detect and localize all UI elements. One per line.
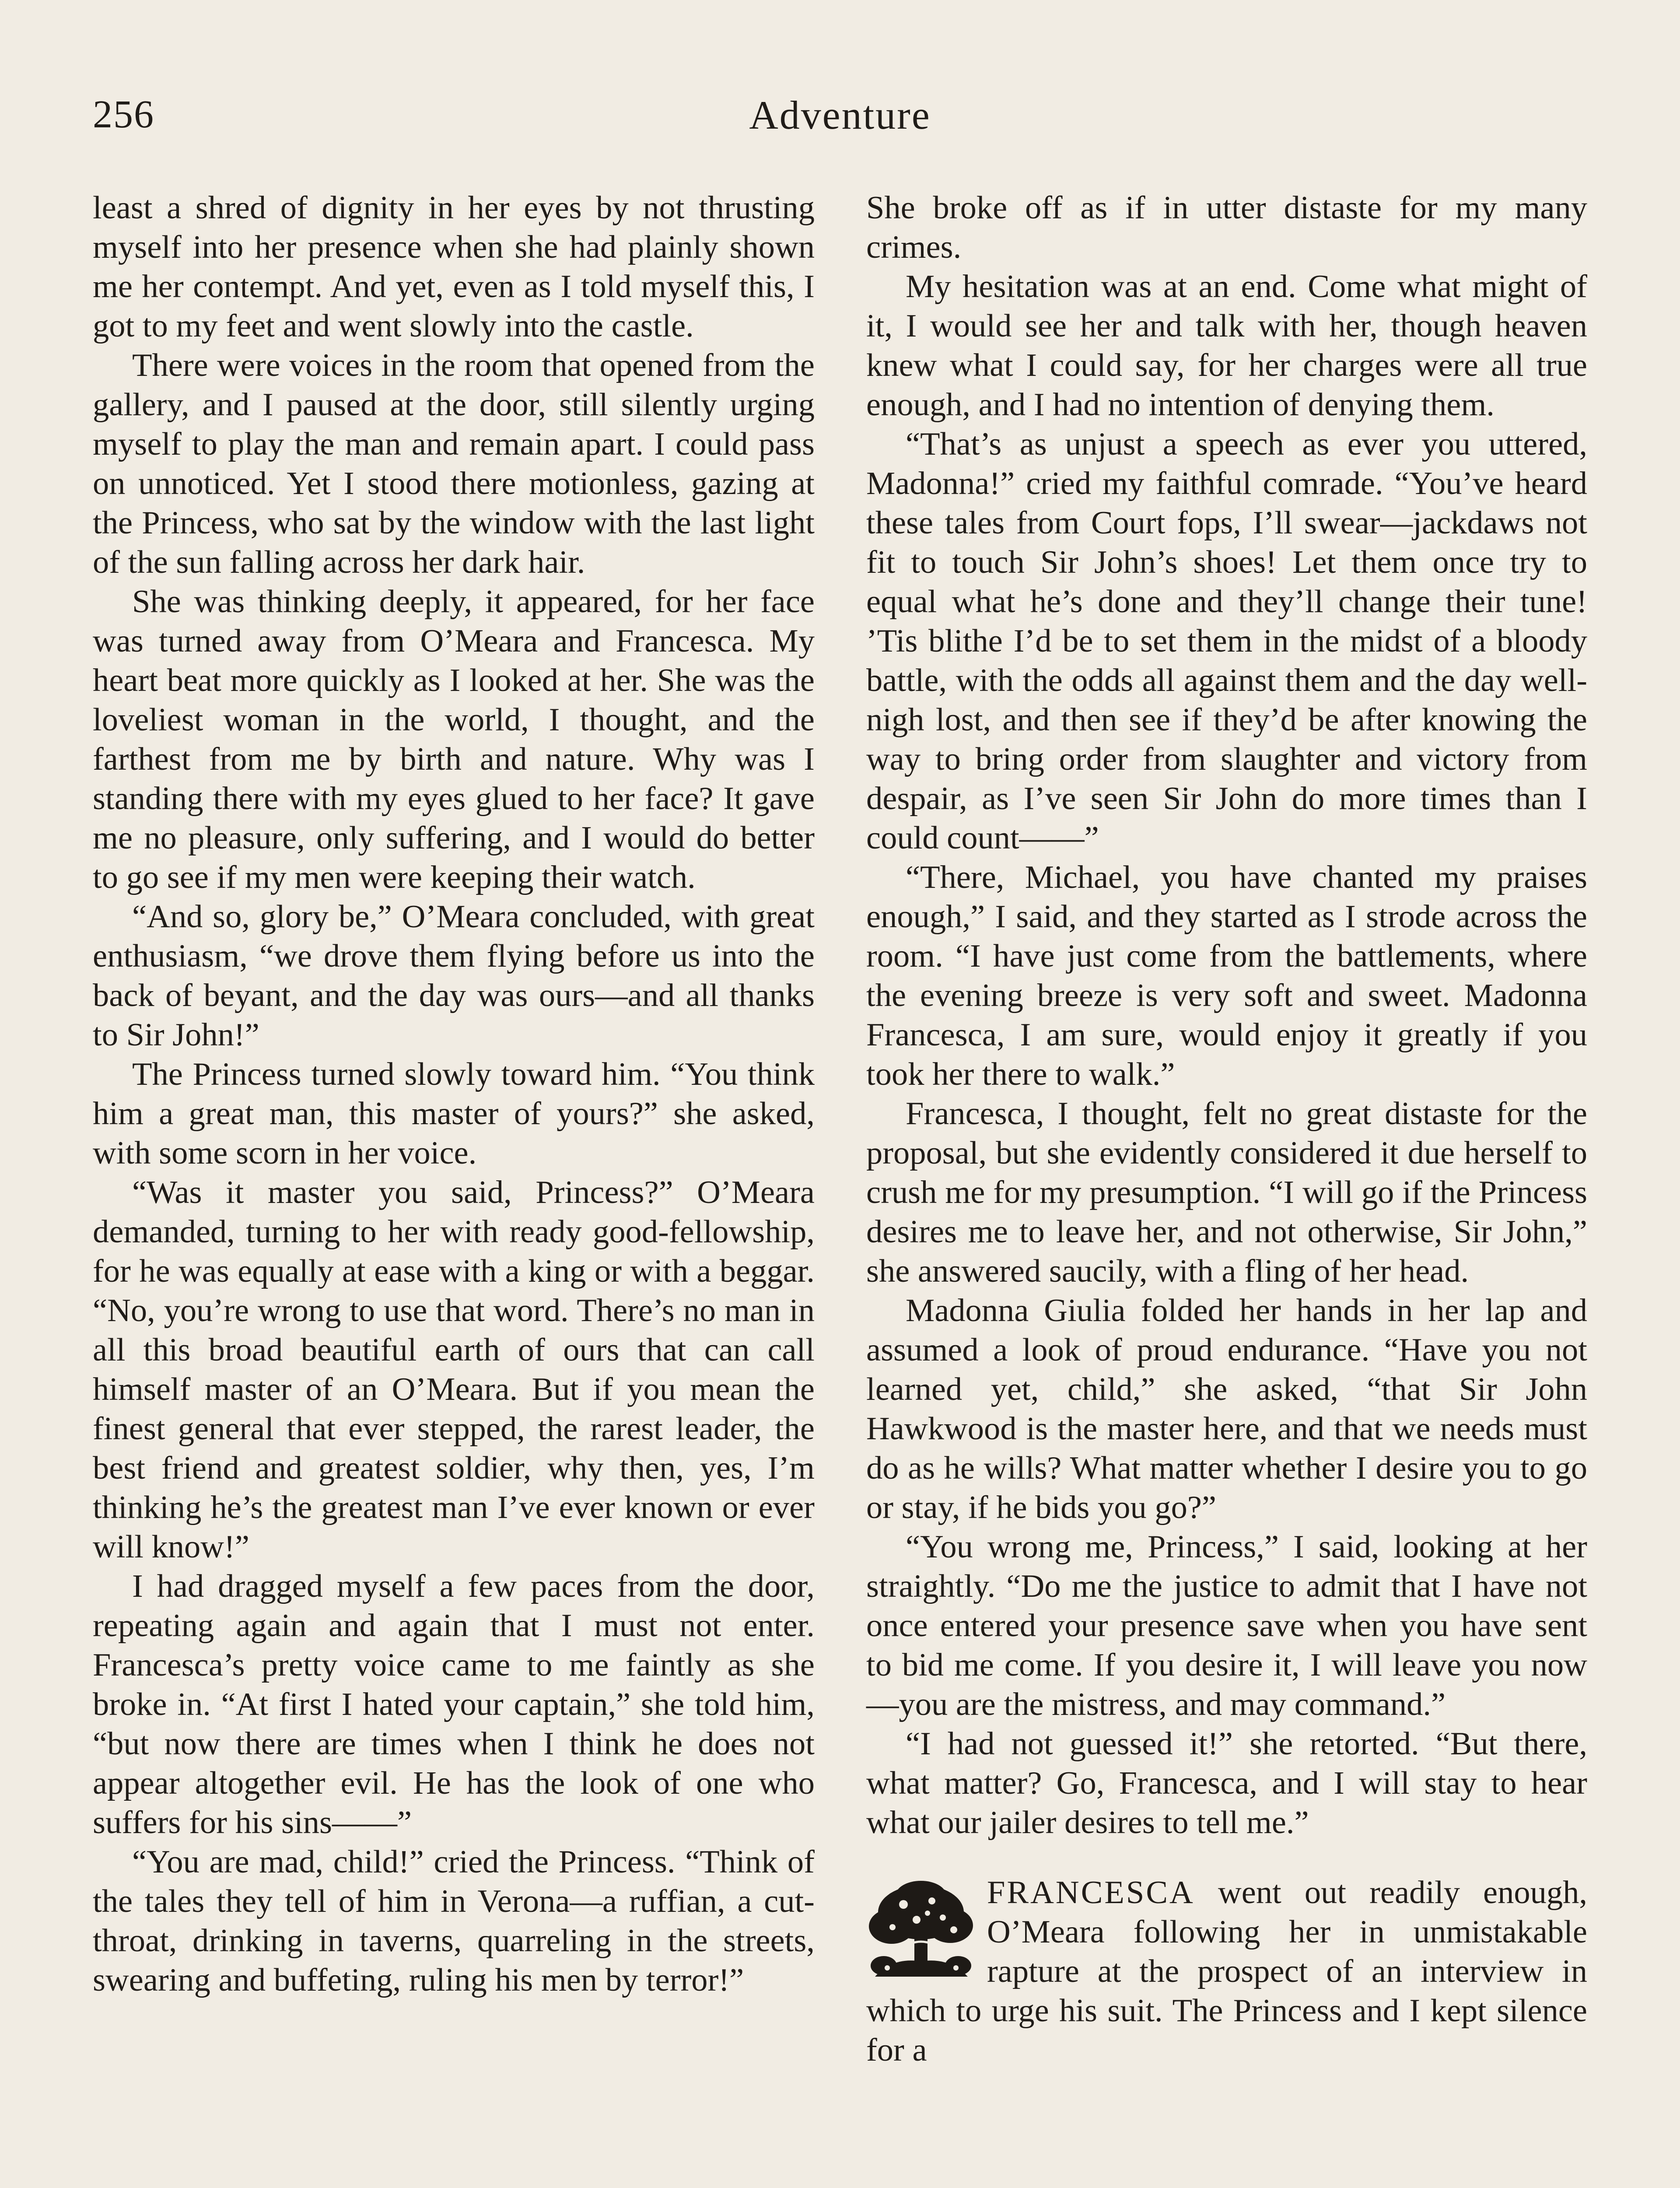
running-title: Adventure [749, 93, 931, 137]
leafy-tree-ornament-icon [866, 1878, 976, 1981]
paragraph: “There, Michael, you have chanted my praises enough,” I said, and they started as I strode across the room. “I have just come from the battlements, where the evening breeze is very soft and sweet. Madonna Francesca, I am sure, would enjoy it greatly if you took her there to walk.” [866, 859, 1587, 1092]
section-opening-paragraph [866, 1873, 1587, 2070]
paragraph: “You are mad, child!” cried the Princess. “Think of the tales they tell of him in Verona—a ruffian, a cut-throat, drinking in taverns, quarreling in the streets, swearing and buffeting, ruling his men by terror!” [93, 1844, 815, 1998]
paragraph: Madonna Giulia folded her hands in her lap and assumed a look of proud endurance. “Have you not learned yet, child,” she asked, “that Sir John Hawkwood is the master here, and that we needs must do as he wills? What matter whether I desire you to go or stay, if he bids you go?” [866, 1293, 1587, 1525]
section-spacer [866, 1842, 1587, 1873]
paragraph: “You wrong me, Princess,” I said, looking at her straightly. “Do me the justice to admit that I have not once entered your presence save when you have sent to bid me come. If you desire it, I will leave you now —you are the mistress, and may command.” [866, 1529, 1587, 1722]
paragraph: I had dragged myself a few paces from the door, repeating again and again that I must not enter. Francesca’s pretty voice came to me faintly as she broke in. “At first I hated your captain,” she told him, “but now there are times when I think he does not appear altogether evil. He has the look of one who suffers for his sins——” [93, 1568, 815, 1841]
paragraph: “And so, glory be,” O’Meara concluded, with great enthusiasm, “we drove them flying before us into the back of beyant, and the day was ours—and all thanks to Sir John!” [93, 899, 815, 1053]
lead-word: FRANCESCA [987, 1875, 1195, 1911]
paragraph: The Princess turned slowly toward him. “You think him a great man, this master of yours?” she asked, with some scorn in her voice. [93, 1056, 815, 1171]
paragraph: “That’s as unjust a speech as ever you uttered, Madonna!” cried my faithful comrade. “You’ve heard these tales from Court fops, I’ll swear—jackdaws not fit to touch Sir John’s shoes! Let them once try to equal what he’s done and they’ll change their tune! ’Tis blithe I’d be to set them in the midst of a bloody battle, with the odds all against them and the day well-nigh lost, and then see if they’d be after knowing the way to bring order from slaughter and victory from despair, as I’ve seen Sir John do more times than I could count——” [866, 426, 1587, 856]
paragraph: “I had not guessed it!” she retorted. “But there, what matter? Go, Francesca, and I will stay to hear what our jailer desires to tell me.” [866, 1726, 1587, 1841]
paragraph: There were voices in the room that opened from the gallery, and I paused at the door, still silently urging myself to play the man and remain apart. I could pass on unnoticed. Yet I stood there motionless, gazing at the Princess, who sat by the window with the last light of the sun falling across her dark hair. [93, 347, 815, 580]
right-column [866, 188, 1587, 2070]
page-number: 256 [93, 93, 154, 136]
paragraph: Francesca, I thought, felt no great distaste for the proposal, but she evidently considered it due herself to crush me for my presumption. “I will go if the Princess desires me to leave her, and not otherwise, Sir John,” she answered saucily, with a fling of her head. [866, 1096, 1587, 1289]
left-column [93, 188, 815, 2000]
paragraph: She broke off as if in utter distaste for my many crimes. [866, 190, 1587, 265]
page-header [93, 88, 1587, 153]
paragraph: My hesitation was at an end. Come what might of it, I would see her and talk with her, though heaven knew what I could say, for her charges were all true enough, and I had no intention of denying them. [866, 269, 1587, 423]
paragraph: least a shred of dignity in her eyes by not thrusting myself into her presence when she had plainly shown me her contempt. And yet, even as I told myself this, I got to my feet and went slowly into the castle. [93, 190, 815, 344]
paragraph: “Was it master you said, Princess?” O’Meara demanded, turning to her with ready good-fellowship, for he was equally at ease with a king or with a beggar. “No, you’re wrong to use that word. There’s no man in all this broad beautiful earth of ours that can call himself master of an O’Meara. But if you mean the finest general that ever stepped, the rarest leader, the best friend and greatest soldier, why then, yes, I’m thinking he’s the greatest man I’ve ever known or ever will know!” [93, 1175, 815, 1565]
paragraph: She was thinking deeply, it appeared, for her face was turned away from O’Meara and Francesca. My heart beat more quickly as I looked at her. She was the loveliest woman in the world, I thought, and the farthest from me by birth and nature. Why was I standing there with my eyes glued to her face? It gave me no pleasure, only suffering, and I would do better to go see if my men were keeping their watch. [93, 584, 815, 895]
section-text: went out readily enough, O’Meara following her in unmistakable rapture at the prospect of an interview in which to urge his suit. The Princess and I kept silence for a [866, 1875, 1587, 2068]
